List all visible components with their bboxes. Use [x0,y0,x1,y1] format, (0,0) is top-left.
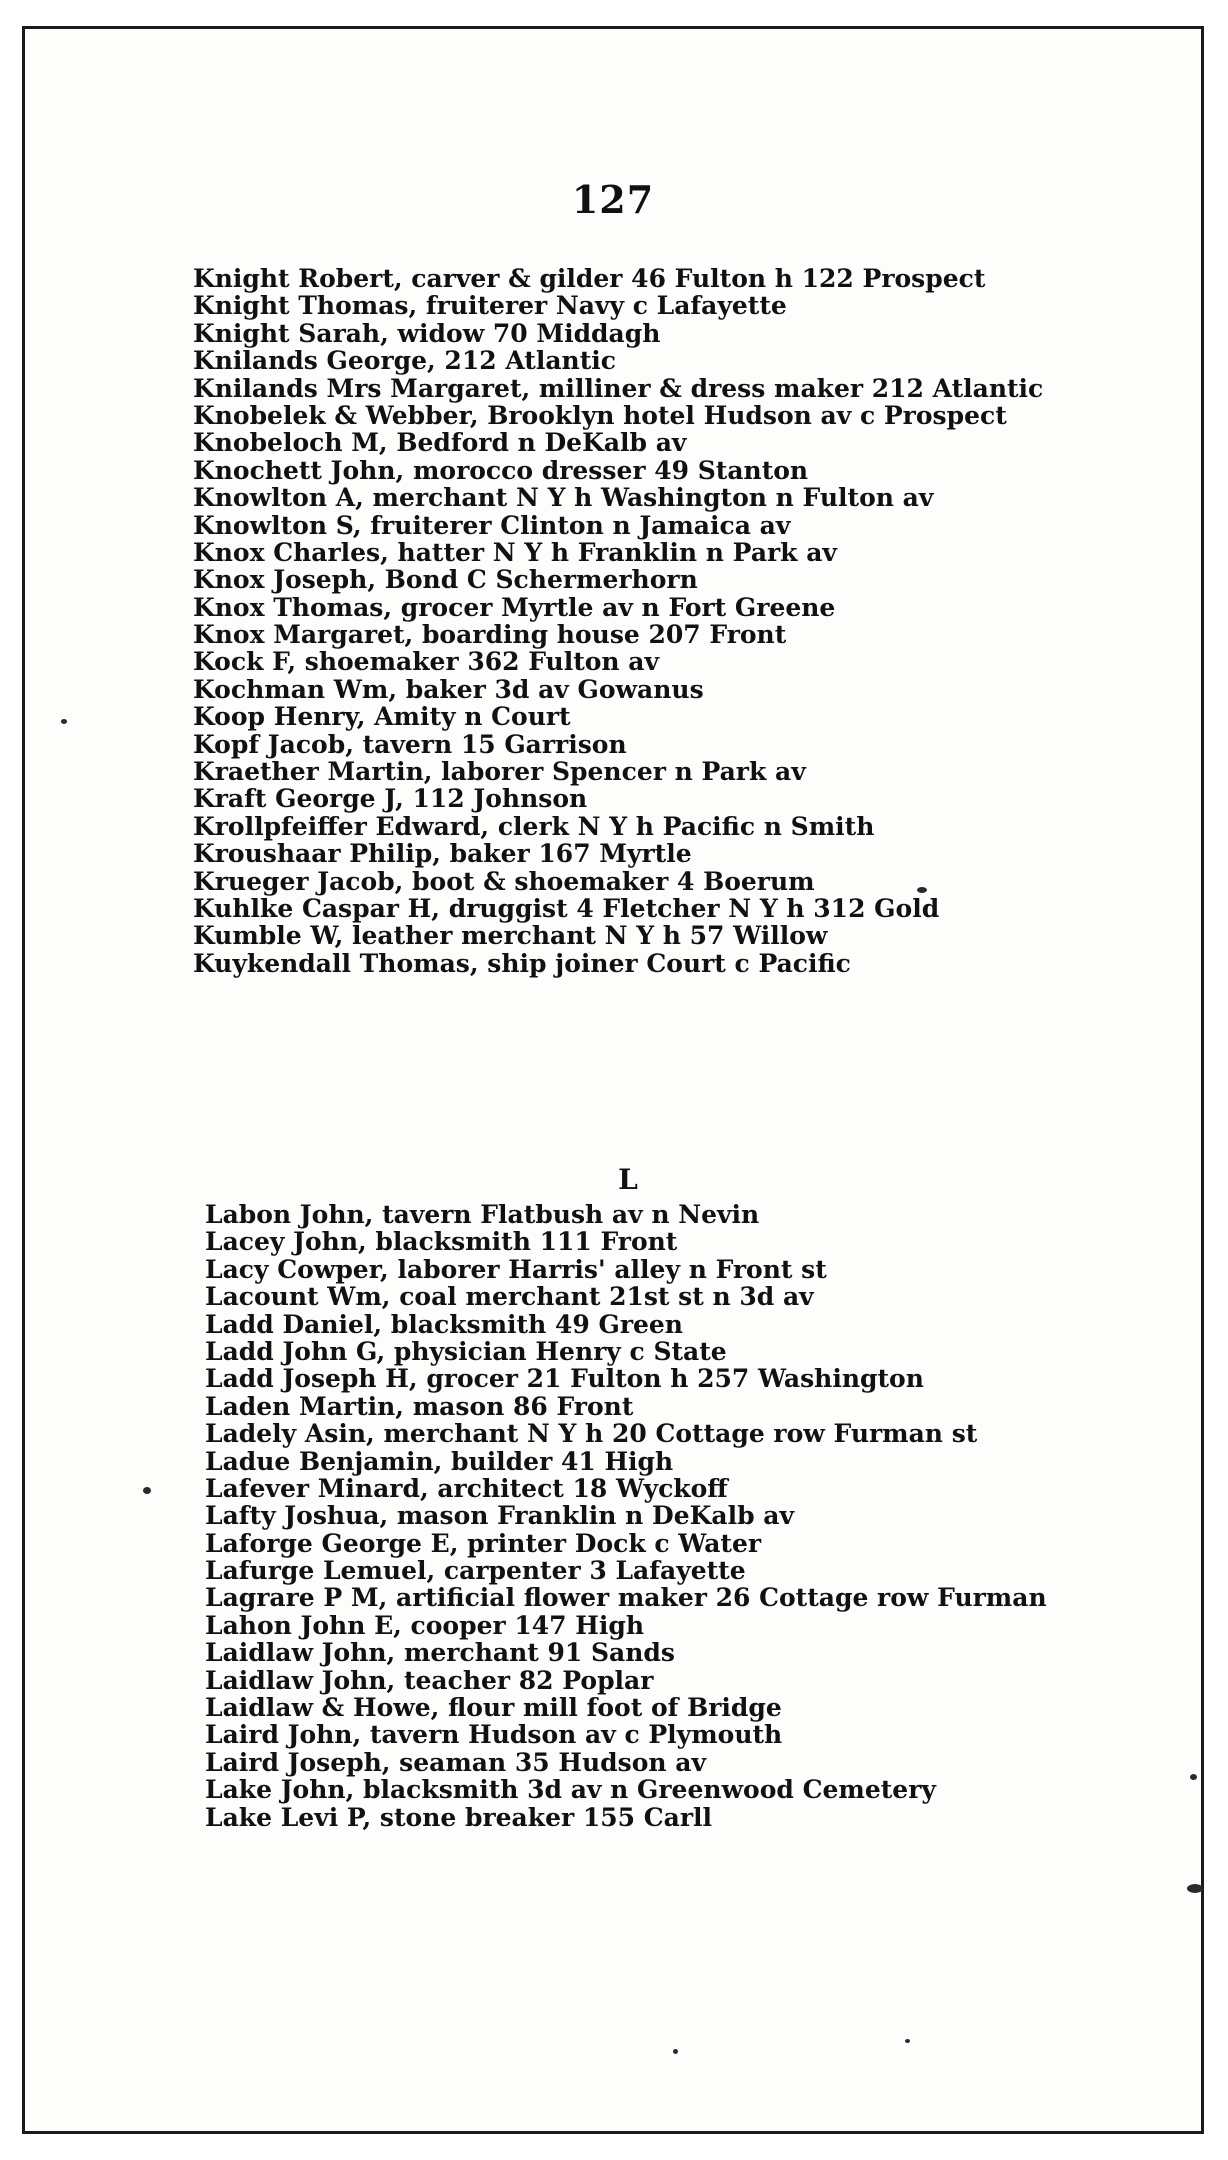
directory-entry: Knox Thomas, grocer Myrtle av n Fort Greene [193,592,836,622]
directory-entry: Knight Thomas, fruiterer Navy c Lafayette [193,291,787,321]
directory-entry: Laird John, tavern Hudson av c Plymouth [205,1720,783,1750]
directory-entry: Laidlaw & Howe, flour mill foot of Bridge [205,1693,782,1723]
directory-entry: Krollpfeiffer Edward, clerk N Y h Pacific n Smith [193,811,875,841]
scan-speck [143,1487,151,1494]
directory-entry: Labon John, tavern Flatbush av n Nevin [205,1200,760,1229]
section-letter-heading: L [618,1163,638,1196]
directory-entry: Ladd Joseph H, grocer 21 Fulton h 257 Washington [205,1364,924,1394]
directory-list-k [193,265,1143,977]
directory-entry: Laden Martin, mason 86 Front [205,1391,634,1421]
scan-speck [905,2039,910,2043]
scan-speck [917,887,927,893]
directory-entry: Kuhlke Caspar H, druggist 4 Fletcher N Y h 312 Gold [193,893,940,923]
directory-entry: Knight Sarah, widow 70 Middagh [193,318,661,348]
scan-speck [61,719,67,724]
directory-entry: Ladd John G, physician Henry c State [205,1336,727,1366]
page-frame [22,26,1204,2134]
directory-entry: Ladely Asin, merchant N Y h 20 Cottage row Furman st [205,1419,978,1449]
directory-entry: Knox Charles, hatter N Y h Franklin n Park av [193,537,837,567]
directory-entry: Lahon John E, cooper 147 High [205,1610,645,1640]
directory-entry: Koop Henry, Amity n Court [193,702,571,732]
directory-entry: Kroushaar Philip, baker 167 Myrtle [193,839,692,869]
directory-entry: Lacey John, blacksmith 111 Front [205,1227,678,1257]
directory-entry: Knight Robert, carver & gilder 46 Fulton h 122 Prospect [193,264,986,293]
directory-entry: Lacount Wm, coal merchant 21st st n 3d av [205,1282,814,1312]
directory-entry: Lacy Cowper, laborer Harris' alley n Front st [205,1254,827,1284]
directory-entry: Kock F, shoemaker 362 Fulton av [193,647,660,677]
directory-list-l [205,1201,1155,1831]
directory-entry: Laidlaw John, teacher 82 Poplar [205,1665,654,1695]
directory-entry: Knilands George, 212 Atlantic [193,346,616,376]
directory-entry: Knobeloch M, Bedford n DeKalb av [193,428,687,458]
directory-entry: Kuykendall Thomas, ship joiner Court c Pacific [193,948,851,978]
directory-entry: Lake Levi P, stone breaker 155 Carll [205,1802,712,1832]
directory-entry: Knox Joseph, Bond C Schermerhorn [193,565,698,595]
directory-entry: Laforge George E, printer Dock c Water [205,1528,762,1558]
directory-entry: Knilands Mrs Margaret, milliner & dress maker 212 Atlantic [193,373,1044,403]
directory-entry: Kraft George J, 112 Johnson [193,784,588,814]
directory-entry: Laidlaw John, merchant 91 Sands [205,1638,675,1668]
scan-speck [1187,1884,1203,1893]
directory-entry: Knochett John, morocco dresser 49 Stanton [193,455,809,485]
directory-entry: Knowlton A, merchant N Y h Washington n Fulton av [193,483,934,513]
directory-entry: Lafurge Lemuel, carpenter 3 Lafayette [205,1556,746,1586]
directory-entry: Lafever Minard, architect 18 Wyckoff [205,1473,728,1503]
directory-entry: Knox Margaret, boarding house 207 Front [193,620,787,650]
directory-entry: Krueger Jacob, boot & shoemaker 4 Boerum [193,866,815,896]
directory-entry: Laird Joseph, seaman 35 Hudson av [205,1747,707,1777]
directory-entry: Kopf Jacob, tavern 15 Garrison [193,729,627,759]
directory-entry: Lafty Joshua, mason Franklin n DeKalb av [205,1501,794,1531]
directory-entry: Kumble W, leather merchant N Y h 57 Willow [193,921,828,951]
directory-entry: Knowlton S, fruiterer Clinton n Jamaica av [193,510,791,540]
page-number: 127 [571,177,655,222]
directory-entry: Kochman Wm, baker 3d av Gowanus [193,674,704,704]
directory-entry: Lagrare P M, artificial flower maker 26 Cottage row Furman [205,1583,1047,1613]
scan-speck [1190,1774,1197,1780]
directory-entry: Ladd Daniel, blacksmith 49 Green [205,1309,683,1339]
directory-entry: Knobelek & Webber, Brooklyn hotel Hudson av c Prospect [193,400,1007,430]
directory-entry: Lake John, blacksmith 3d av n Greenwood Cemetery [205,1775,936,1805]
scan-speck [673,2049,678,2054]
directory-entry: Kraether Martin, laborer Spencer n Park av [193,757,806,787]
directory-entry: Ladue Benjamin, builder 41 High [205,1446,674,1476]
